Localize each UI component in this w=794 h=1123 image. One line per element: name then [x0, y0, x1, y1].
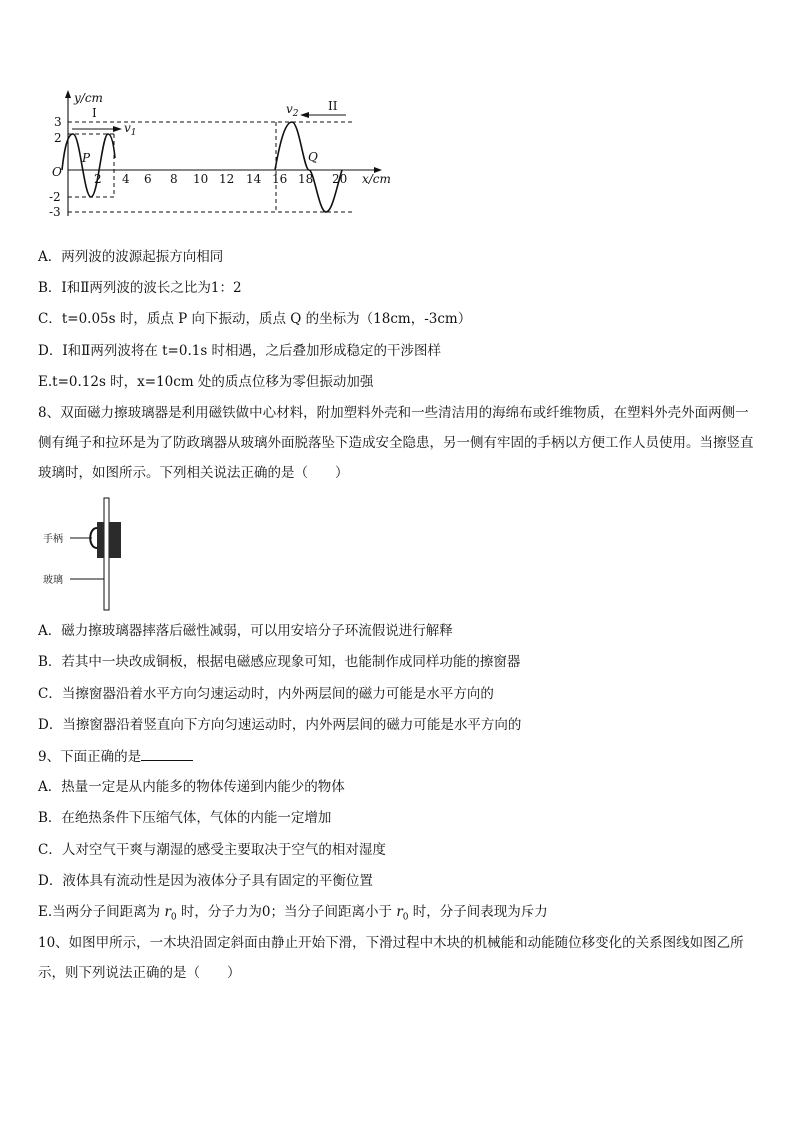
x-axis-label: x/cm [362, 172, 391, 186]
x-tick-label: 14 [246, 172, 262, 186]
x-tick-label: 20 [332, 172, 348, 186]
x-tick-label: 8 [170, 172, 178, 186]
q9-stem: 9、下面正确的是 [38, 746, 193, 767]
v2-label: $v_2$ [286, 102, 299, 119]
glass-pane [104, 498, 109, 610]
q8-option-d: D．当擦窗器沿着竖直向下方向匀速运动时，内外两层间的磁力可能是水平方向的 [38, 717, 522, 733]
q9-option-d: D．液体具有流动性是因为液体分子具有固定的平衡位置 [38, 873, 373, 889]
window-cleaner-figure [40, 494, 150, 612]
outer-block [109, 522, 121, 558]
y-tick-label: -3 [49, 205, 61, 219]
q8-option-a: A．磁力擦玻璃器摔落后磁性减弱，可以用安培分子环流假说进行解释 [38, 623, 453, 639]
wave-two-curve [275, 122, 342, 212]
q8-option-c: C．当擦窗器沿着水平方向匀速运动时，内外两层间的磁力可能是水平方向的 [38, 686, 494, 702]
origin-label: O [52, 165, 62, 179]
x-tick-label: 4 [122, 172, 130, 186]
q9-option-b: B．在绝热条件下压缩气体，气体的内能一定增加 [38, 810, 332, 826]
wave-two-label: II [328, 99, 338, 113]
x-tick-label: 16 [272, 172, 288, 186]
q7-option-c: C．t=0.05s 时，质点 P 向下振动，质点 Q 的坐标为（18cm，-3cm） [38, 311, 472, 327]
q9-option-c: C．人对空气干爽与潮湿的感受主要取决于空气的相对湿度 [38, 842, 386, 858]
inner-block [97, 522, 104, 558]
wave-one-label: I [92, 106, 97, 120]
glass-label: 玻璃 [43, 575, 63, 586]
q7-option-e: E.t=0.12s 时，x=10cm 处的质点位移为零但振动加强 [38, 374, 374, 390]
point-q-label: Q [308, 150, 318, 164]
wave-figure [36, 86, 391, 222]
v1-label: $v_1$ [124, 121, 137, 138]
x-tick-label: 18 [298, 172, 314, 186]
q7-option-b: B．Ⅰ和Ⅱ两列波的波长之比为1：2 [38, 280, 242, 296]
q10-stem: 10、如图甲所示，一木块沿固定斜面由静止开始下滑，下滑过程中木块的机械能和动能随位移变化的关系图线如图乙所示，则下列说法正确的是（ ） [38, 935, 744, 981]
x-tick-label: 10 [193, 172, 209, 186]
y-axis-label: y/cm [74, 91, 103, 105]
q7-option-a: A．两列波的波源起振方向相同 [38, 249, 224, 265]
q8-stem: 8、双面磁力擦玻璃器是利用磁铁做中心材料，附加塑料外壳和一些清洁用的海绵布或纤维物质，在塑料外壳外面两侧一侧有绳子和拉环是为了防政璃器从玻璃外面脱落坠下造成安全隐患，另一侧有牢固的手柄以方便工作人员使用。当擦竖直玻璃时，如图所示。下列相关说法正确的是（ ） [38, 405, 754, 481]
x-tick-label: 6 [144, 172, 152, 186]
y-tick-label: 3 [54, 115, 62, 129]
answer-blank [141, 746, 193, 761]
y-tick-label: 2 [54, 131, 62, 145]
v1-arrow-head [113, 126, 122, 132]
y-tick-label: -2 [49, 190, 61, 204]
q8-option-b: B．若其中一块改成铜板，根据电磁感应现象可知，也能制作成同样功能的擦窗器 [38, 654, 521, 670]
y-axis-arrow [65, 90, 71, 98]
q9-option-e: E.当两分子间距离为 $r_0$ 时，分子力为0；当分子间距离小于 $r_0$ 时，分子间表现为斥力 [38, 904, 548, 923]
q9-option-a: A．热量一定是从内能多的物体传递到内能少的物体 [38, 779, 345, 795]
v2-arrow-head [300, 112, 309, 118]
wave-one-curve [62, 134, 115, 197]
x-tick-label: 12 [219, 172, 235, 186]
handle-label: 手柄 [43, 534, 63, 545]
point-p-label: P [82, 151, 91, 165]
q7-option-d: D．Ⅰ和Ⅱ两列波将在 t=0.1s 时相遇，之后叠加形成稳定的干涉图样 [38, 343, 442, 359]
x-tick-label: 2 [94, 172, 102, 186]
